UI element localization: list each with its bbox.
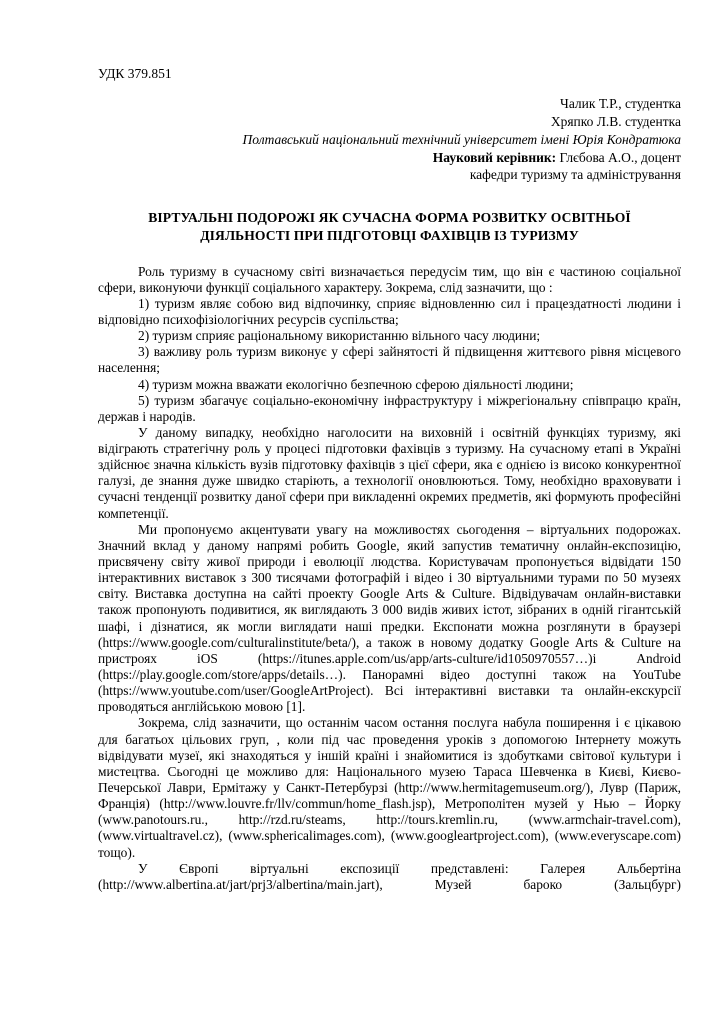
affiliation-university: Полтавський національний технічний університет імені Юрія Кондратюка [242,131,681,147]
paragraph: 2) туризм сприяє раціональному використанню вільного часу людини; [138,328,541,344]
paragraph: Ми пропонуємо акцентувати увагу на можливостях сьогодення – віртуальних подорожах. Значний вклад у даному напрямі робить Google, який запустив тематичну онлайн-експозицію, присвячену світу живої природи і еволюції людства. Користувачам пропонується відвідати 150 інтерактивних виставок з 300 тисячами фотографій і відео і 30 віртуальними турами по 50 музеях світу. Виставка доступна на сайті проекту Google Arts & Culture. Відвідувачам онлайн-виставки також пропонують подивитися, як виглядають 3 000 видів живих істот, зібраних в одній гігантській шафі, і дізнатися, як могли виглядати наші предки. Експонати можна розглянути в браузері (https://www.google.com/culturalinstitute/beta/), а також в новому додатку Google Arts & Culture на пристроях iOS (https://itunes.apple.com/us/app/arts-culture/id1050970557…)і Android (https://play.google.com/store/apps/details…). Панорамні відео доступні також на YouTube (https://www.youtube.com/user/GoogleArtProject). Всі інтерактивні виставки та онлайн-екскурсії проводяться англійською мовою [1]. [98,521,681,715]
supervisor-name: Глєбова А.О., доцент [556,149,681,165]
page-title-line-1: ВІРТУАЛЬНІ ПОДОРОЖІ ЯК СУЧАСНА ФОРМА РОЗВИТКУ ОСВІТНЬОЇ [148,210,631,226]
paragraph: 1) туризм являє собою вид відпочинку, сприяє відновленню сил і працездатності людини і відповідно психофізіологічних ресурсів суспільства; [98,295,681,327]
paragraph: 5) туризм збагачує соціально-економічну інфраструктуру і міжрегіональну співпрацю країн, держав і народів. [98,392,681,424]
supervisor-line [98,149,681,167]
udk-code: УДК 379.851 [98,66,172,81]
paragraph: У Європі віртуальні експозиції представлені: Галерея Альбертіна (http://www.albertina.at/jart/prj3/albertina/main.jart), Музей бароко (Зальцбург) [98,860,681,892]
body-text [98,264,681,893]
author-2: Хряпко Л.В. студентка [550,113,681,129]
supervisor-label: Науковий керівник: [432,149,557,165]
byline-block [98,95,681,184]
supervisor-department: кафедри туризму та адміністрування [469,167,681,183]
paragraph: 4) туризм можна вважати екологічно безпечною сферою діяльності людини; [138,376,574,392]
paragraph: Зокрема, слід зазначити, що останнім часом остання послуга набула поширення і є цікавою для багатьох цільових груп, , коли під час проведення уроків з допомогою Інтернету можуть відвідувати музеї, які знаходяться у іншій країні і знайомитися із здобутками світової культури і мистецтва. Сьогодні це можливо для: Національного музею Тараса Шевченка в Києві, Києво-Печерської Лаври, Ермітажу у Санкт-Петербурзі (http://www.hermitagemuseum.org/), Лувр (Париж, Франція) (http://www.louvre.fr/llv/commun/home_flash.jsp), Метрополітен музей у Нью – Йорку (www.panotours.ru., http://rzd.ru/steams, http://tours.kremlin.ru, (www.armchair-travel.com), (www.virtualtravel.cz), (www.sphericalimages.com), (www.googleartproject.com), (www.everyscape.com) тощо). [98,715,681,860]
author-1: Чалик Т.Р., студентка [560,96,681,112]
paragraph: 3) важливу роль туризм виконує у сфері зайнятості й підвищення життєвого рівня місцевого населення; [98,344,681,376]
page-title [98,209,681,244]
paragraph: Роль туризму в сучасному світі визначається передусім тим, що він є частиною соціальної сфери, виконуючи функції соціального характеру. Зокрема, слід зазначити, що : [98,263,681,295]
page-title-line-2: ДІЯЛЬНОСТІ ПРИ ПІДГОТОВЦІ ФАХІВЦІВ ІЗ ТУРИЗМУ [200,227,579,243]
paragraph: У даному випадку, необхідно наголосити на виховній і освітній функціях туризму, які відіграють стратегічну роль у процесі підготовки фахівців з туризму. На сучасному етапі в Україні здійснює значна кількість вузів підготовку фахівців з цієї сфери, яка є однією із високо конкурентної галузі, де знання дуже швидко старіють, а технології оновлюються. Тому, необхідно враховувати і сучасні тенденції розвитку даної сфери при викладенні окремих предметів, які формують професійні компетенції. [98,424,681,521]
